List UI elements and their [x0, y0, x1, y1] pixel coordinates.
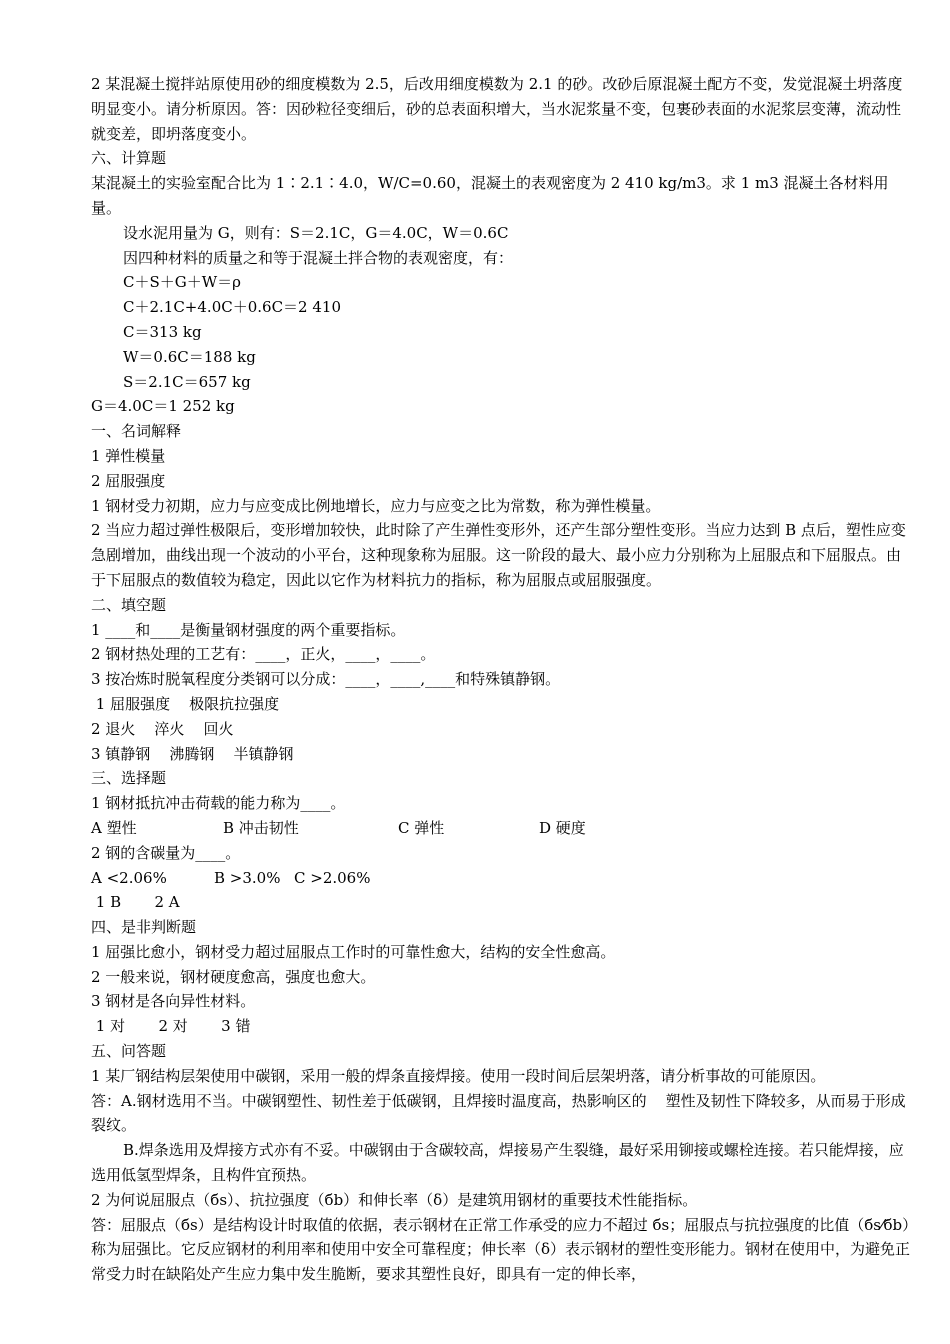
choice-option-c: C 弹性: [398, 818, 445, 837]
calc-step-6: W＝0.6C＝188 kg: [123, 347, 256, 366]
choice-option-a: A 塑性: [91, 818, 137, 837]
calc-step-2: 因四种材料的质量之和等于混凝土拌合物的表观密度，有：: [123, 248, 514, 267]
choice-question-2: 2 钢的含碳量为____。: [91, 843, 241, 862]
term-answer-2: 2 当应力超过弹性极限后，变形增加较快，此时除了产生弹性变形外，还产生部分塑性变形。当应力达到 B 点后，塑性应变急剧增加，曲线出现一个波动的小平台，这种现象称为屈服。这一阶段的最大、最小应力分别称为上屈服点和下屈服点。由于下屈服点的数值较为稳定，因此以它作为材料抗力的指标，称为屈服点或屈服强度。: [91, 521, 906, 589]
document-page: [91, 72, 913, 1287]
qa-answer-1a: 答：A.钢材选用不当。中碳钢塑性、韧性差于低碳钢，且焊接时温度高，热影响区的 塑性及韧性下降较多，从而易于形成裂纹。: [91, 1091, 906, 1135]
fill-question-1: 1 ____和____是衡量钢材强度的两个重要指标。: [91, 620, 406, 639]
judge-answers: 1 对 2 对 3 错: [91, 1017, 251, 1036]
calc-step-3: C＋S＋G＋W＝ρ: [123, 273, 241, 292]
section-heading-terms: 一、名词解释: [91, 422, 182, 441]
choice-answers: 1 B 2 A: [91, 893, 180, 912]
choice-option-b: B >3.0%: [214, 868, 281, 887]
section-heading-calculation: 六、计算题: [91, 149, 167, 168]
qa-question-1: 1 某厂钢结构层架使用中碳钢，采用一般的焊条直接焊接。使用一段时间后层架坍落，请分析事故的可能原因。: [91, 1066, 826, 1085]
fill-answer-1: 1 屈服强度 极限抗拉强度: [91, 694, 280, 713]
fill-question-3: 3 按冶炼时脱氧程度分类钢可以分成：____，____,____和特殊镇静钢。: [91, 670, 561, 689]
section-heading-qa: 五、问答题: [91, 1042, 167, 1061]
qa-answer-1b: B.焊条选用及焊接方式亦有不妥。中碳钢由于含碳较高，焊接易产生裂缝，最好采用铆接或螺栓连接。若只能焊接，应选用低氢型焊条，且构件宜预热。: [91, 1141, 904, 1185]
qa-question-2: 2 为何说屈服点（бs）、抗拉强度（бb）和伸长率（δ）是建筑用钢材的重要技术性能指标。: [91, 1190, 698, 1209]
section-heading-judge: 四、是非判断题: [91, 918, 197, 937]
qa-answer-2: 答：屈服点（бs）是结构设计时取值的依据，表示钢材在正常工作承受的应力不超过 бs；屈服点与抗拉强度的比值（бs⁄бb）称为屈强比。它反应钢材的利用率和使用中安全可靠程度；伸长率（δ）表示钢材的塑性变形能力。钢材在使用中，为避免正常受力时在缺陷处产生应力集中发生脆断，要求其塑性良好，即具有一定的伸长率，: [91, 1215, 911, 1284]
choice-option-d: D 硬度: [539, 818, 586, 837]
calc-step-5: C＝313 kg: [123, 322, 202, 341]
section-heading-fill: 二、填空题: [91, 595, 167, 614]
judge-question-3: 3 钢材是各向异性材料。: [91, 992, 256, 1011]
paragraph-calc-problem: 某混凝土的实验室配合比为 1∶2.1∶4.0，W/C=0.60，混凝土的表观密度为 2 410 kg/m3。求 1 m3 混凝土各材料用量。: [91, 174, 889, 217]
choice-question-1: 1 钢材抵抗冲击荷载的能力称为____。: [91, 794, 346, 813]
fill-answer-3: 3 镇静钢 沸腾钢 半镇静钢: [91, 744, 294, 763]
term-1: 1 弹性模量: [91, 446, 166, 465]
choice-option-c: C >2.06%: [294, 868, 371, 887]
paragraph-q2-sand: 2 某混凝土搅拌站原使用砂的细度模数为 2.5，后改用细度模数为 2.1 的砂。改砂后原混凝土配方不变，发觉混凝土坍落度明显变小。请分析原因。答：因砂粒径变细后，砂的总表面积增大，当水泥浆量不变，包裹砂表面的水泥浆层变薄，流动性就变差，即坍落度变小。: [91, 75, 903, 143]
section-heading-choice: 三、选择题: [91, 769, 167, 788]
judge-question-1: 1 屈强比愈小，钢材受力超过屈服点工作时的可靠性愈大，结构的安全性愈高。: [91, 942, 616, 961]
choice-options-1: [91, 816, 913, 841]
choice-option-a: A <2.06%: [91, 868, 167, 887]
term-answer-1: 1 钢材受力初期，应力与应变成比例地增长，应力与应变之比为常数，称为弹性模量。: [91, 496, 661, 515]
choice-options-2: [91, 866, 913, 891]
fill-question-2: 2 钢材热处理的工艺有：____，正火，____，____。: [91, 645, 436, 664]
calc-step-4: C＋2.1C+4.0C＋0.6C＝2 410: [123, 298, 341, 317]
calc-step-1: 设水泥用量为 G，则有：S＝2.1C，G＝4.0C，W＝0.6C: [123, 223, 509, 242]
calc-step-7: S＝2.1C＝657 kg: [123, 372, 251, 391]
fill-answer-2: 2 退火 淬火 回火: [91, 719, 234, 738]
judge-question-2: 2 一般来说，钢材硬度愈高，强度也愈大。: [91, 967, 376, 986]
term-2: 2 屈服强度: [91, 471, 166, 490]
choice-option-b: B 冲击韧性: [223, 818, 299, 837]
calc-step-8: G＝4.0C＝1 252 kg: [91, 397, 235, 416]
